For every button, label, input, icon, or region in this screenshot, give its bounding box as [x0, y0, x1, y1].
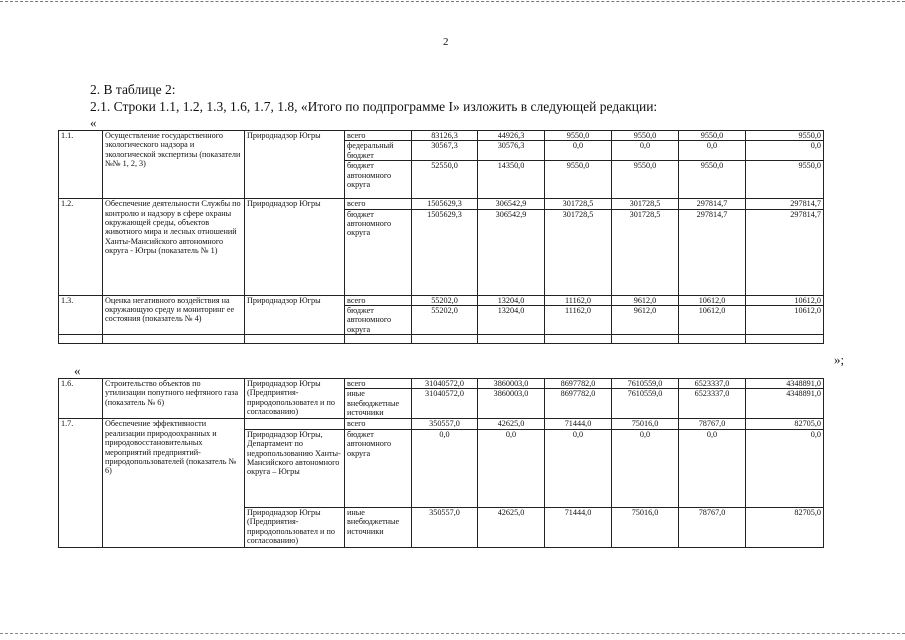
funding-source: бюджет автономного округа [345, 429, 412, 507]
executor: Природнадзор Югры [245, 131, 345, 199]
amount-year-5: 10612,0 [746, 306, 824, 335]
opening-quote: « [90, 115, 97, 130]
amount-year-1: 42625,0 [478, 507, 545, 547]
amount-year-3: 9550,0 [612, 161, 679, 199]
amount-year-5: 297814,7 [746, 209, 824, 295]
funding-source: бюджет автономного округа [345, 161, 412, 199]
amount-year-4: 78767,0 [679, 507, 746, 547]
amount-year-3: 7610559,0 [612, 379, 679, 389]
amount-year-5: 9550,0 [746, 161, 824, 199]
measure-name: Строительство объектов по утилизации попутного нефтяного газа (показатель № 6) [103, 379, 245, 419]
funding-source: всего [345, 131, 412, 141]
funding-source: иные внебюджетные источники [345, 389, 412, 419]
table-row-empty [59, 335, 824, 344]
scan-edge-bottom [0, 633, 905, 634]
amount-year-4: 9550,0 [679, 161, 746, 199]
executor-empty [245, 419, 345, 429]
table-row [59, 419, 824, 429]
executor: Природнадзор Югры [245, 295, 345, 335]
amount-year-4: 9550,0 [679, 131, 746, 141]
funding-source: бюджет автономного округа [345, 209, 412, 295]
amount-year-5: 9550,0 [746, 131, 824, 141]
subsection-heading: 2.1. Строки 1.1, 1.2, 1.3, 1.6, 1.7, 1.8, «Итого по подпрограмме I» изложить в следующей редакции: [90, 99, 658, 114]
funding-source: всего [345, 199, 412, 209]
amount-total: 1505629,3 [412, 199, 478, 209]
amount-year-5: 82705,0 [746, 507, 824, 547]
amount-year-5: 0,0 [746, 141, 824, 161]
amount-year-3: 7610559,0 [612, 389, 679, 419]
funding-source: иные внебюджетные источники [345, 507, 412, 547]
amount-total: 55202,0 [412, 295, 478, 305]
amount-year-3: 9612,0 [612, 306, 679, 335]
amount-total: 31040572,0 [412, 389, 478, 419]
amount-year-2: 8697782,0 [545, 379, 612, 389]
scan-edge-top [0, 1, 905, 2]
amount-total: 350557,0 [412, 507, 478, 547]
amount-year-3: 301728,5 [612, 209, 679, 295]
amount-year-1: 306542,9 [478, 199, 545, 209]
amount-year-4: 6523337,0 [679, 389, 746, 419]
amount-year-2: 9550,0 [545, 161, 612, 199]
executor: Природнадзор Югры (Предприятия-природопользовател и по согласованию) [245, 379, 345, 419]
amount-year-4: 10612,0 [679, 306, 746, 335]
amount-year-4: 78767,0 [679, 419, 746, 429]
executor: Природнадзор Югры, Департамент по недропользованию Ханты-Мансийского автономного округа – Югры [245, 429, 345, 507]
measure-name: Обеспечение эффективности реализации природоохранных и природовосстановительных мероприятий предприятий-природопользователей (показатель № 6) [103, 419, 245, 547]
section-heading: 2. В таблице 2: [90, 82, 176, 97]
amount-year-4: 297814,7 [679, 199, 746, 209]
amount-year-3: 9550,0 [612, 131, 679, 141]
amount-year-1: 14350,0 [478, 161, 545, 199]
executor: Природнадзор Югры (Предприятия-природопользовател и по согласованию) [245, 507, 345, 547]
executor: Природнадзор Югры [245, 199, 345, 295]
amount-year-2: 11162,0 [545, 306, 612, 335]
amount-year-5: 4348891,0 [746, 379, 824, 389]
row-number: 1.2. [59, 199, 103, 295]
amount-year-1: 306542,9 [478, 209, 545, 295]
amount-year-5: 4348891,0 [746, 389, 824, 419]
amount-year-1: 13204,0 [478, 295, 545, 305]
amount-total: 350557,0 [412, 419, 478, 429]
amount-year-1: 13204,0 [478, 306, 545, 335]
table-row [59, 379, 824, 389]
opening-quote: « [74, 363, 81, 378]
amount-year-3: 0,0 [612, 141, 679, 161]
funding-source: бюджет автономного округа [345, 306, 412, 335]
row-number: 1.1. [59, 131, 103, 199]
amount-year-2: 8697782,0 [545, 389, 612, 419]
amount-year-3: 301728,5 [612, 199, 679, 209]
amount-year-2: 0,0 [545, 429, 612, 507]
amount-year-5: 10612,0 [746, 295, 824, 305]
measure-name: Обеспечение деятельности Службы по контролю и надзору в сфере охраны окружающей среды, объектов животного мира и лесных отношений Ханты-Мансийского автономного округа - Югры (показатель № 1) [103, 199, 245, 295]
amount-year-1: 44926,3 [478, 131, 545, 141]
row-number: 1.7. [59, 419, 103, 547]
amount-total: 1505629,3 [412, 209, 478, 295]
table-row [59, 131, 824, 141]
row-number: 1.6. [59, 379, 103, 419]
amount-total: 55202,0 [412, 306, 478, 335]
amount-year-4: 0,0 [679, 141, 746, 161]
funding-source: федеральный бюджет [345, 141, 412, 161]
amount-year-3: 75016,0 [612, 507, 679, 547]
closing-quote: »; [834, 352, 845, 367]
amount-year-1: 3860003,0 [478, 379, 545, 389]
amount-total: 30567,3 [412, 141, 478, 161]
amount-year-4: 10612,0 [679, 295, 746, 305]
amount-total: 0,0 [412, 429, 478, 507]
funding-table-2 [58, 378, 824, 548]
amount-year-5: 0,0 [746, 429, 824, 507]
measure-name: Оценка негативного воздействия на окружающую среду и мониторинг ее состояния (показатель № 4) [103, 295, 245, 335]
amount-year-2: 11162,0 [545, 295, 612, 305]
amount-year-3: 9612,0 [612, 295, 679, 305]
amount-year-1: 30576,3 [478, 141, 545, 161]
amount-year-2: 9550,0 [545, 131, 612, 141]
amount-year-2: 301728,5 [545, 209, 612, 295]
table-row [59, 295, 824, 305]
funding-source: всего [345, 419, 412, 429]
amount-year-3: 75016,0 [612, 419, 679, 429]
funding-source: всего [345, 295, 412, 305]
funding-source: всего [345, 379, 412, 389]
measure-name: Осуществление государственного экологического надзора и экологической экспертизы (показатели №№ 1, 2, 3) [103, 131, 245, 199]
page-number: 2 [443, 36, 449, 48]
amount-year-1: 0,0 [478, 429, 545, 507]
amount-year-2: 71444,0 [545, 419, 612, 429]
amount-year-4: 6523337,0 [679, 379, 746, 389]
amount-year-3: 0,0 [612, 429, 679, 507]
amount-year-4: 0,0 [679, 429, 746, 507]
amount-year-1: 42625,0 [478, 419, 545, 429]
amount-year-5: 82705,0 [746, 419, 824, 429]
amount-year-2: 301728,5 [545, 199, 612, 209]
amount-year-2: 0,0 [545, 141, 612, 161]
amount-total: 83126,3 [412, 131, 478, 141]
row-number: 1.3. [59, 295, 103, 335]
amount-year-1: 3860003,0 [478, 389, 545, 419]
amount-total: 52550,0 [412, 161, 478, 199]
amount-year-5: 297814,7 [746, 199, 824, 209]
amount-total: 31040572,0 [412, 379, 478, 389]
amount-year-4: 297814,7 [679, 209, 746, 295]
funding-table-1 [58, 130, 824, 344]
table-row [59, 199, 824, 209]
amount-year-2: 71444,0 [545, 507, 612, 547]
